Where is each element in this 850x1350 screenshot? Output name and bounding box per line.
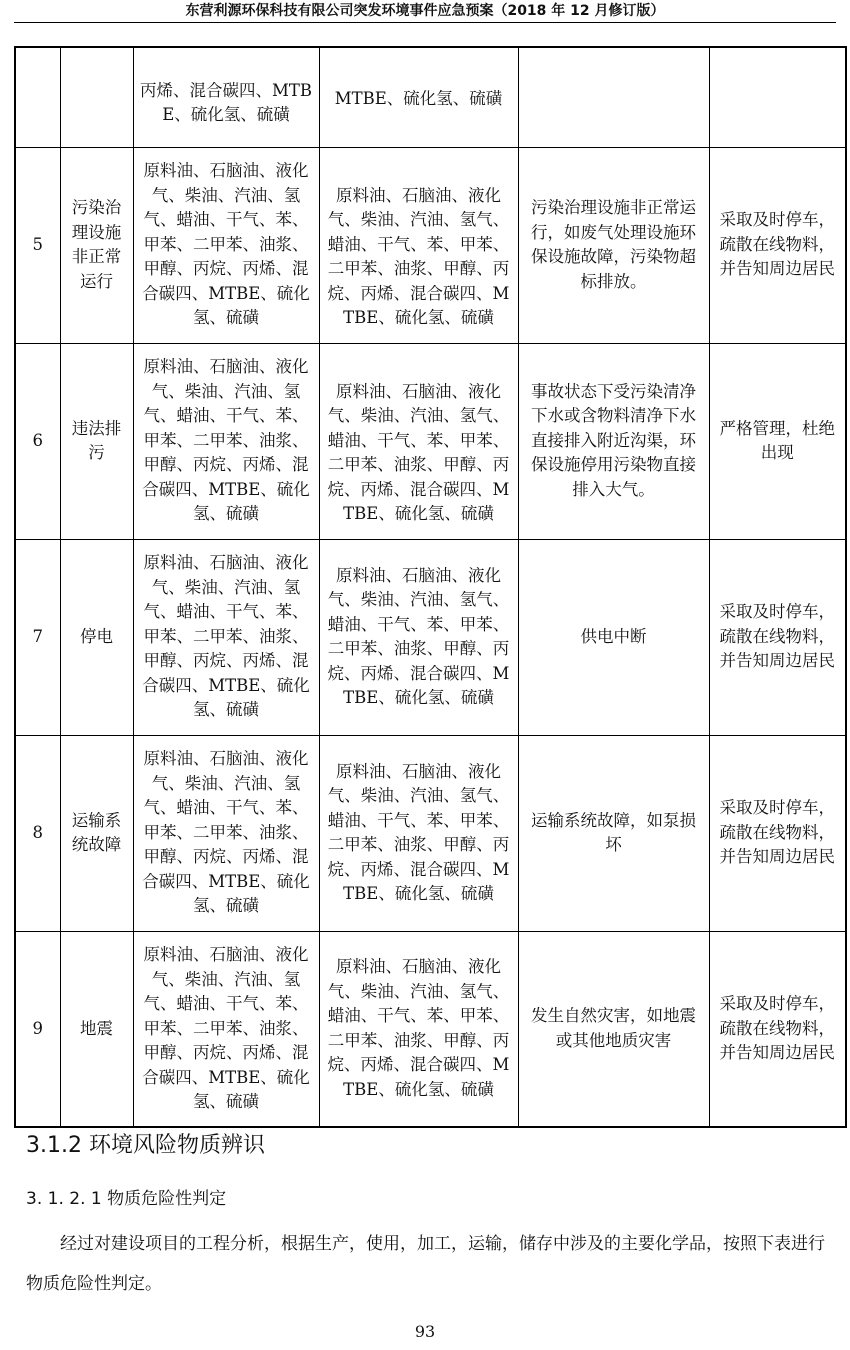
table-row: [15, 735, 846, 931]
pollutants: 原料油、石脑油、液化气、柴油、汽油、氢气、蜡油、干气、苯、甲苯、二甲苯、油浆、甲醇、丙烷、丙烯、混合碳四、MTBE、硫化氢、硫磺: [319, 147, 518, 343]
table-row: [15, 343, 846, 539]
event-type: 污染治理设施非正常运行: [60, 147, 133, 343]
row-number: 8: [15, 735, 60, 931]
risk-substances: 原料油、石脑油、液化气、柴油、汽油、氢气、蜡油、干气、苯、甲苯、二甲苯、油浆、甲醇、丙烷、丙烯、混合碳四、MTBE、硫化氢、硫磺: [133, 931, 319, 1127]
row-number: 6: [15, 343, 60, 539]
event-cause: 污染治理设施非正常运行，如废气处理设施环保设施故障，污染物超标排放。: [518, 147, 709, 343]
risk-substances: 原料油、石脑油、液化气、柴油、汽油、氢气、蜡油、干气、苯、甲苯、二甲苯、油浆、甲醇、丙烷、丙烯、混合碳四、MTBE、硫化氢、硫磺: [133, 735, 319, 931]
table-row: [15, 931, 846, 1127]
event-cause: 发生自然灾害，如地震或其他地质灾害: [518, 931, 709, 1127]
event-cause: 运输系统故障，如泵损坏: [518, 735, 709, 931]
row-number: [15, 47, 60, 147]
event-type: 停电: [60, 539, 133, 735]
event-type: [60, 47, 133, 147]
pollutants: 原料油、石脑油、液化气、柴油、汽油、氢气、蜡油、干气、苯、甲苯、二甲苯、油浆、甲醇、丙烷、丙烯、混合碳四、MTBE、硫化氢、硫磺: [319, 343, 518, 539]
row-number: 9: [15, 931, 60, 1127]
pollutants: MTBE、硫化氢、硫磺: [319, 47, 518, 147]
event-cause: 事故状态下受污染清净下水或含物料清净下水直接排入附近沟渠，环保设施停用污染物直接排入大气。: [518, 343, 709, 539]
body-paragraph: 经过对建设项目的工程分析，根据生产，使用，加工，运输，储存中涉及的主要化学品，按照下表进行物质危险性判定。: [26, 1234, 825, 1294]
row-number: 5: [15, 147, 60, 343]
subsection-heading: 3. 1. 2. 1 物质危险性判定: [26, 1189, 227, 1209]
event-type: 运输系统故障: [60, 735, 133, 931]
risk-substances: 丙烯、混合碳四、MTBE、硫化氢、硫磺: [133, 47, 319, 147]
header-rule: [14, 22, 836, 23]
response-measure: [709, 47, 846, 147]
event-type: 地震: [60, 931, 133, 1127]
row-number: 7: [15, 539, 60, 735]
event-cause: 供电中断: [518, 539, 709, 735]
response-measure: 严格管理，杜绝出现: [709, 343, 846, 539]
response-measure: 采取及时停车，疏散在线物料，并告知周边居民: [709, 147, 846, 343]
risk-substances: 原料油、石脑油、液化气、柴油、汽油、氢气、蜡油、干气、苯、甲苯、二甲苯、油浆、甲醇、丙烷、丙烯、混合碳四、MTBE、硫化氢、硫磺: [133, 147, 319, 343]
page-number: 93: [414, 1322, 436, 1341]
event-cause: [518, 47, 709, 147]
table-row: [15, 147, 846, 343]
risk-substances: 原料油、石脑油、液化气、柴油、汽油、氢气、蜡油、干气、苯、甲苯、二甲苯、油浆、甲醇、丙烷、丙烯、混合碳四、MTBE、硫化氢、硫磺: [133, 539, 319, 735]
event-type: 违法排污: [60, 343, 133, 539]
table-row: [15, 539, 846, 735]
table-row: [15, 47, 846, 147]
risk-table: [14, 46, 847, 1128]
response-measure: 采取及时停车，疏散在线物料，并告知周边居民: [709, 539, 846, 735]
pollutants: 原料油、石脑油、液化气、柴油、汽油、氢气、蜡油、干气、苯、甲苯、二甲苯、油浆、甲醇、丙烷、丙烯、混合碳四、MTBE、硫化氢、硫磺: [319, 539, 518, 735]
risk-substances: 原料油、石脑油、液化气、柴油、汽油、氢气、蜡油、干气、苯、甲苯、二甲苯、油浆、甲醇、丙烷、丙烯、混合碳四、MTBE、硫化氢、硫磺: [133, 343, 319, 539]
pollutants: 原料油、石脑油、液化气、柴油、汽油、氢气、蜡油、干气、苯、甲苯、二甲苯、油浆、甲醇、丙烷、丙烯、混合碳四、MTBE、硫化氢、硫磺: [319, 735, 518, 931]
response-measure: 采取及时停车，疏散在线物料，并告知周边居民: [709, 735, 846, 931]
page-header: 东营利源环保科技有限公司突发环境事件应急预案（2018 年 12 月修订版）: [185, 3, 665, 19]
response-measure: 采取及时停车，疏散在线物料，并告知周边居民: [709, 931, 846, 1127]
pollutants: 原料油、石脑油、液化气、柴油、汽油、氢气、蜡油、干气、苯、甲苯、二甲苯、油浆、甲醇、丙烷、丙烯、混合碳四、MTBE、硫化氢、硫磺: [319, 931, 518, 1127]
section-heading: 3.1.2 环境风险物质辨识: [26, 1133, 265, 1158]
